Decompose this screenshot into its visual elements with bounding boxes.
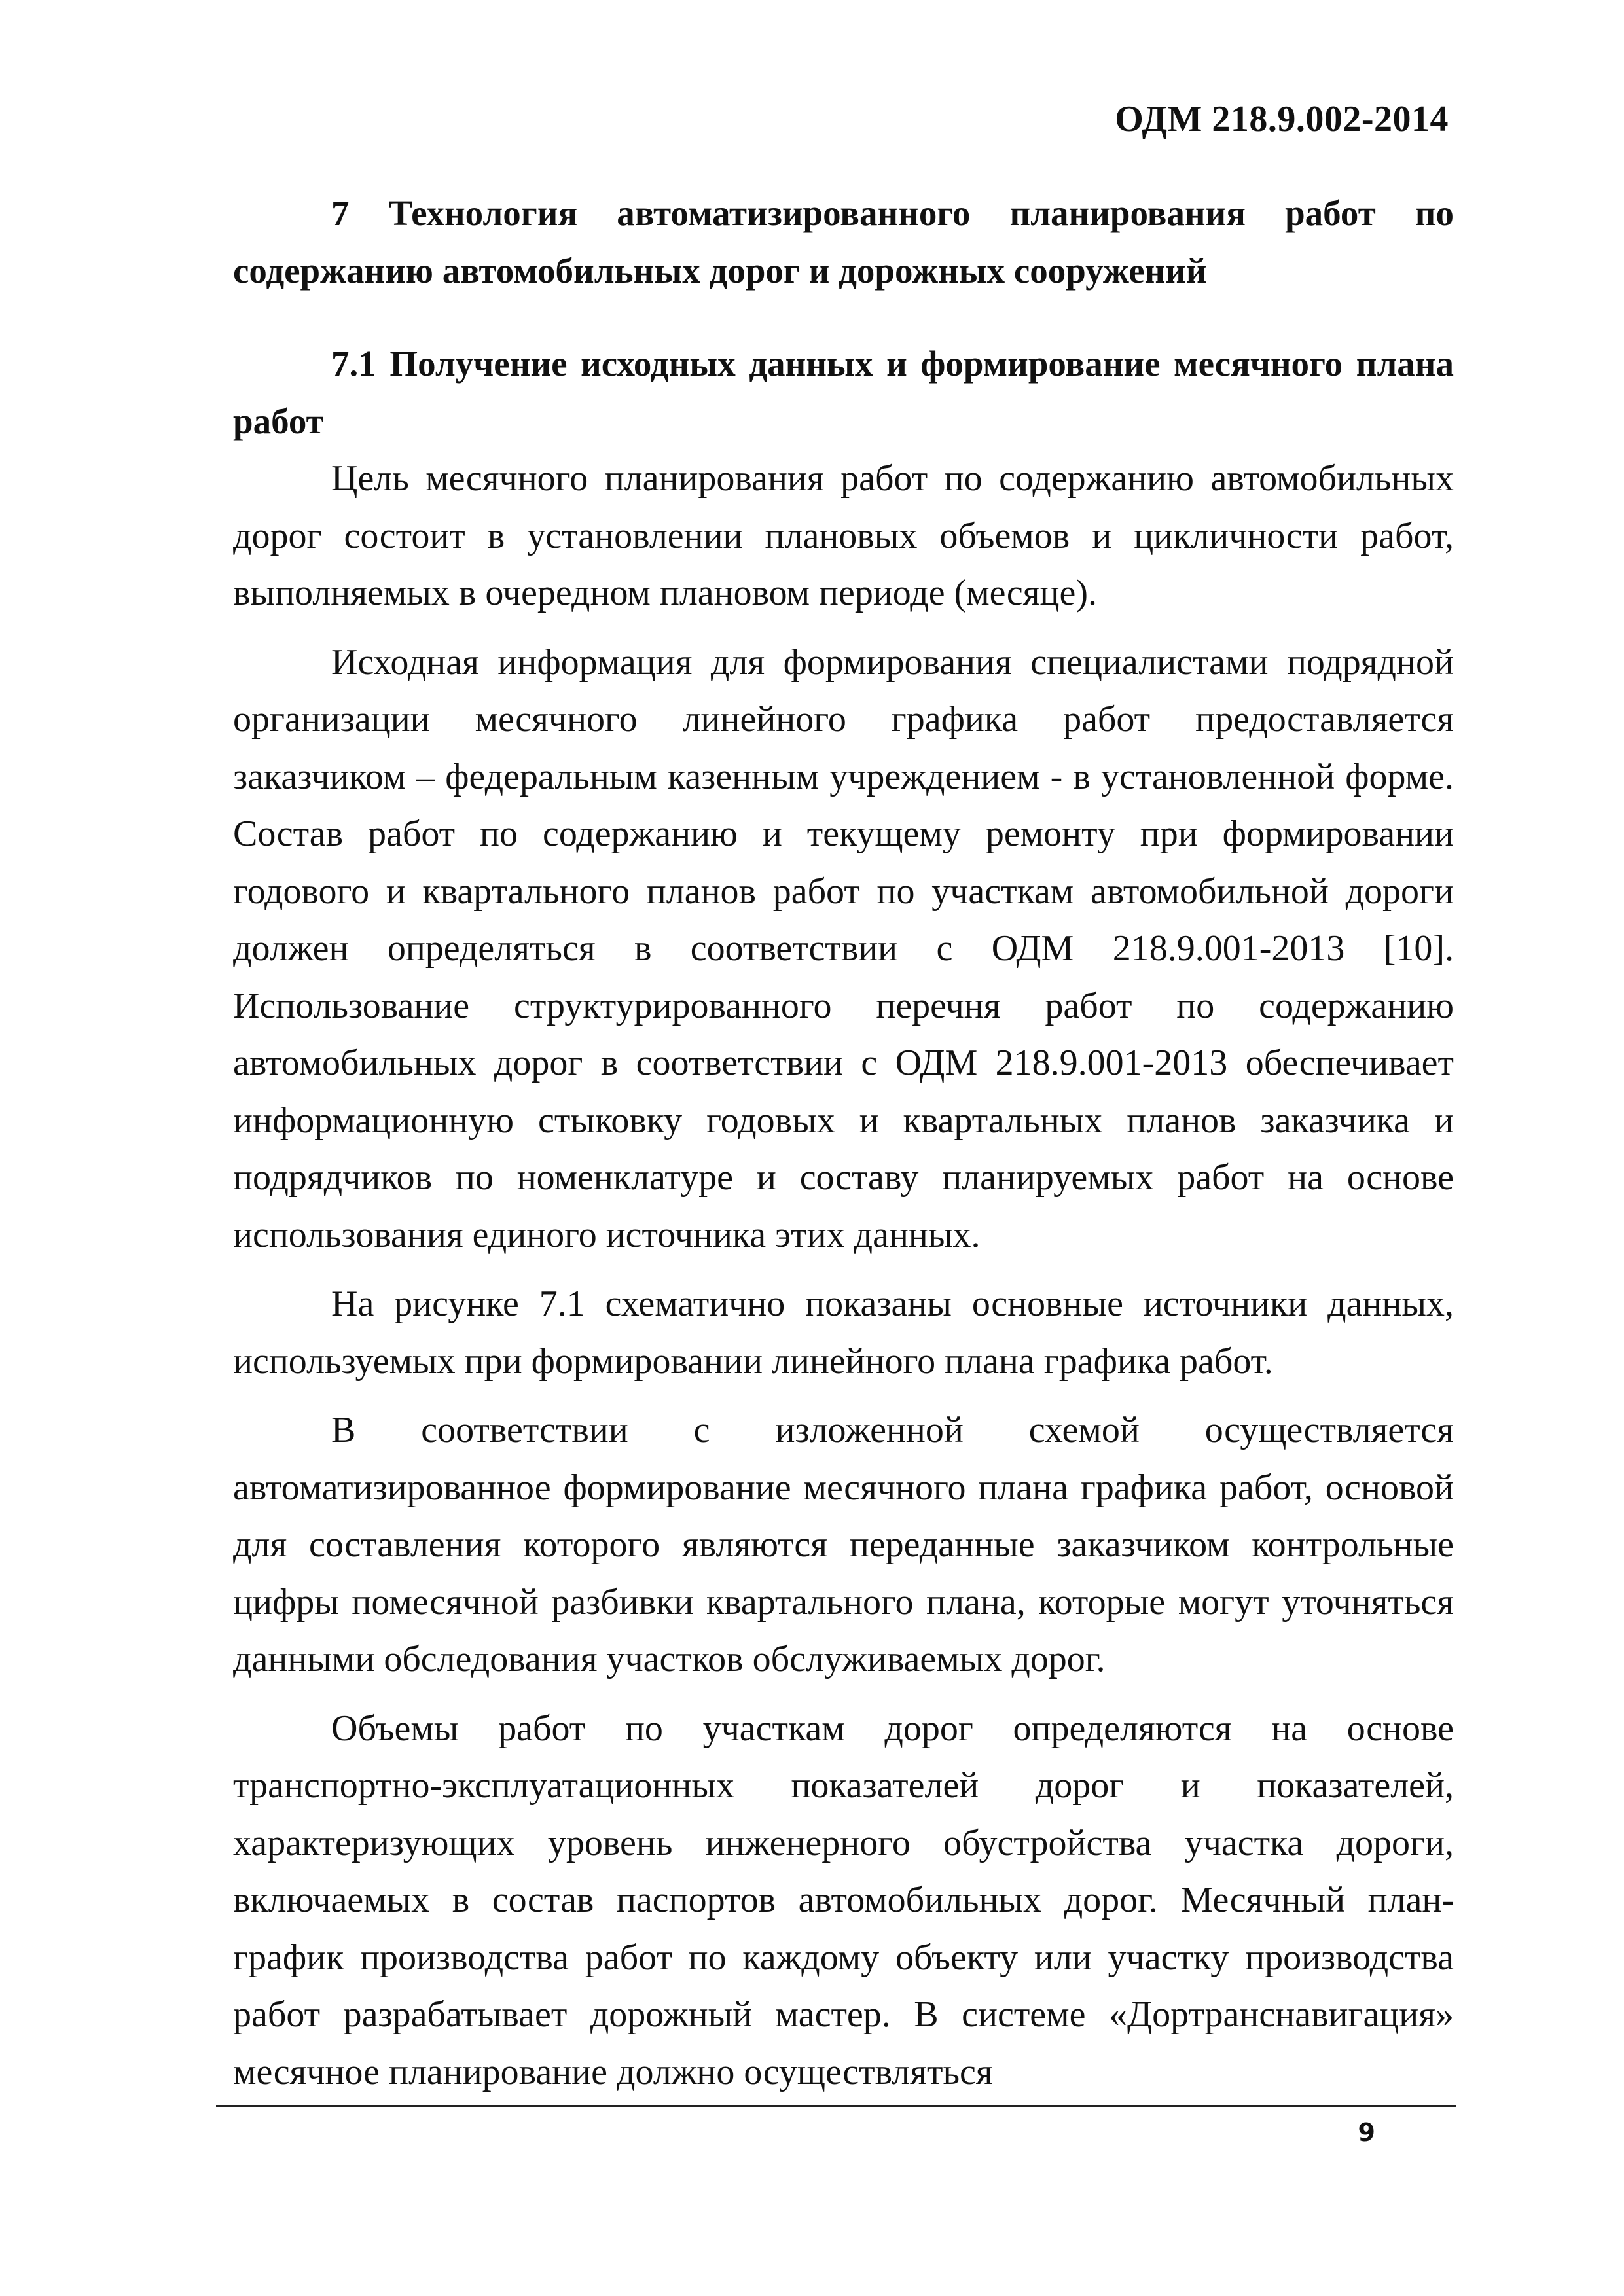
paragraph-monthly-planning-goal: Цель месячного планирования работ по содержанию автомобильных дорог состоит в установлении плановых объемов и цикличности работ, выполняемых в очередном плановом периоде (месяце). <box>233 458 1454 613</box>
page-number: 9 <box>1358 2118 1375 2147</box>
page-content <box>233 185 1454 2101</box>
section-heading: 7 Технология автоматизированного планирования работ по содержанию автомобильных дорог и дорожных сооружений <box>233 193 1454 291</box>
paragraph-work-volumes: Объемы работ по участкам дорог определяются на основе транспортно-эксплуатационных показателей дорог и показателей, характеризующих уровень инженерного обустройства участка дороги, включаемых в состав паспортов автомобильных дорог. Месячный план-график производства работ по каждому объекту или участку производства работ разрабатывает дорожный мастер. В системе «Дортранснавигация» месячное планирование должно осуществляться <box>233 1708 1454 2092</box>
paragraph-source-information: Исходная информация для формирования специалистами подрядной организации месячного линейного графика работ предоставляется заказчиком – федеральным казенным учреждением - в установленной форме. Состав работ по содержанию и текущему ремонту при формировании годового и квартального планов работ по участкам автомобильной дороги должен определяться в соответствии с ОДМ 218.9.001-2013 [10]. Использование структурированного перечня работ по содержанию автомобильных дорог в соответствии с ОДМ 218.9.001-2013 обеспечивает информационную стыковку годовых и квартальных планов заказчика и подрядчиков по номенклатуре и составу планируемых работ на основе использования единого источника этих данных. <box>233 641 1454 1255</box>
paragraph-figure-reference: На рисунке 7.1 схематично показаны основные источники данных, используемых при формировании линейного плана графика работ. <box>233 1283 1454 1382</box>
footer-divider <box>216 2105 1456 2107</box>
paragraph-automated-formation: В соответствии с изложенной схемой осуществляется автоматизированное формирование месячного плана графика работ, основой для составления которого являются переданные заказчиком контрольные цифры помесячной разбивки квартального плана, которые могут уточняться данными обследования участков обслуживаемых дорог. <box>233 1410 1454 1679</box>
document-code: ОДМ 218.9.002-2014 <box>1115 99 1449 139</box>
subsection-heading: 7.1 Получение исходных данных и формирование месячного плана работ <box>233 344 1454 441</box>
